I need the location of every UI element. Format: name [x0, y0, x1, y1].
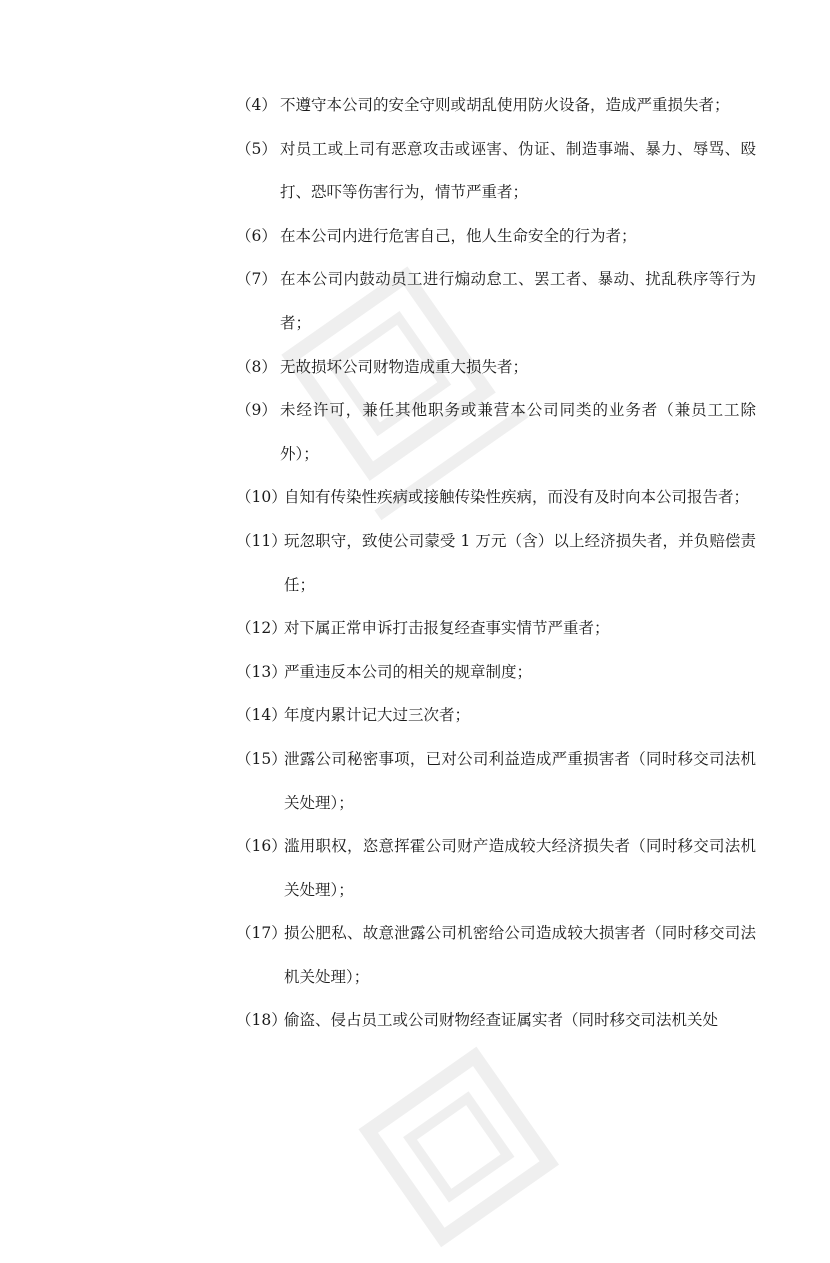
item-text: 年度内累计记大过三次者；	[284, 706, 471, 725]
list-item	[236, 346, 756, 390]
penalty-clause-list	[236, 84, 756, 1043]
item-text: 在本公司内进行危害自己，他人生命安全的行为者；	[280, 226, 637, 245]
item-text: 对员工或上司有恶意攻击或诬害、伪证、制造事端、暴力、辱骂、殴打、恐吓等伤害行为，情节严重者；	[280, 139, 756, 202]
item-text: 不遵守本公司的安全守则或胡乱使用防火设备，造成严重损失者；	[280, 96, 730, 114]
list-item	[236, 607, 756, 651]
item-number: （17）	[236, 924, 287, 943]
list-item	[236, 476, 756, 520]
list-item	[236, 738, 756, 825]
list-item	[236, 215, 756, 259]
item-text: 严重违反本公司的相关的规章制度；	[284, 662, 533, 681]
item-number: （7）	[236, 270, 277, 289]
list-item	[236, 389, 756, 476]
item-number: （10）	[236, 488, 287, 507]
item-number: （15）	[236, 749, 287, 768]
item-text: 对下属正常申诉打击报复经查事实情节严重者；	[284, 619, 610, 638]
list-item	[236, 84, 756, 128]
item-number: （9）	[236, 401, 277, 420]
item-text: 泄露公司秘密事项，已对公司利益造成严重损害者（同时移交司法机关处理）；	[284, 749, 756, 812]
item-text: 无故损坏公司财物造成重大损失者；	[280, 357, 529, 376]
item-number: （4）	[236, 96, 277, 114]
item-text: 玩忽职守，致使公司蒙受 1 万元（含）以上经济损失者，并负赔偿责任；	[284, 531, 756, 594]
item-text: 未经许可，兼任其他职务或兼营本公司同类的业务者（兼员工工除外）；	[280, 401, 756, 463]
item-number: （13）	[236, 662, 287, 681]
item-number: （12）	[236, 619, 287, 638]
list-item	[236, 128, 756, 215]
list-item	[236, 651, 756, 695]
item-text: 在本公司内鼓动员工进行煽动怠工、罢工者、暴动、扰乱秩序等行为者；	[280, 270, 756, 332]
diamond-watermark-icon	[332, 1017, 588, 1263]
item-number: （6）	[236, 226, 277, 245]
list-item	[236, 520, 756, 607]
list-item	[236, 912, 756, 999]
list-item	[236, 694, 756, 738]
item-number: （5）	[236, 139, 277, 158]
item-number: （14）	[236, 706, 287, 725]
item-text: 自知有传染性疾病或接触传染性疾病，而没有及时向本公司报告者；	[284, 488, 750, 507]
item-text: 滥用职权，恣意挥霍公司财产造成较大经济损失者（同时移交司法机关处理）；	[284, 837, 756, 899]
item-number: （18）	[236, 1011, 287, 1030]
item-text: 偷盗、侵占员工或公司财物经查证属实者（同时移交司法机关处	[284, 1011, 719, 1030]
list-item	[236, 825, 756, 912]
item-text: 损公肥私、故意泄露公司机密给公司造成较大损害者（同时移交司法机关处理）；	[284, 924, 756, 986]
item-number: （16）	[236, 837, 287, 856]
item-number: （11）	[236, 531, 287, 550]
item-number: （8）	[236, 357, 277, 376]
list-item	[236, 258, 756, 345]
list-item	[236, 999, 756, 1043]
